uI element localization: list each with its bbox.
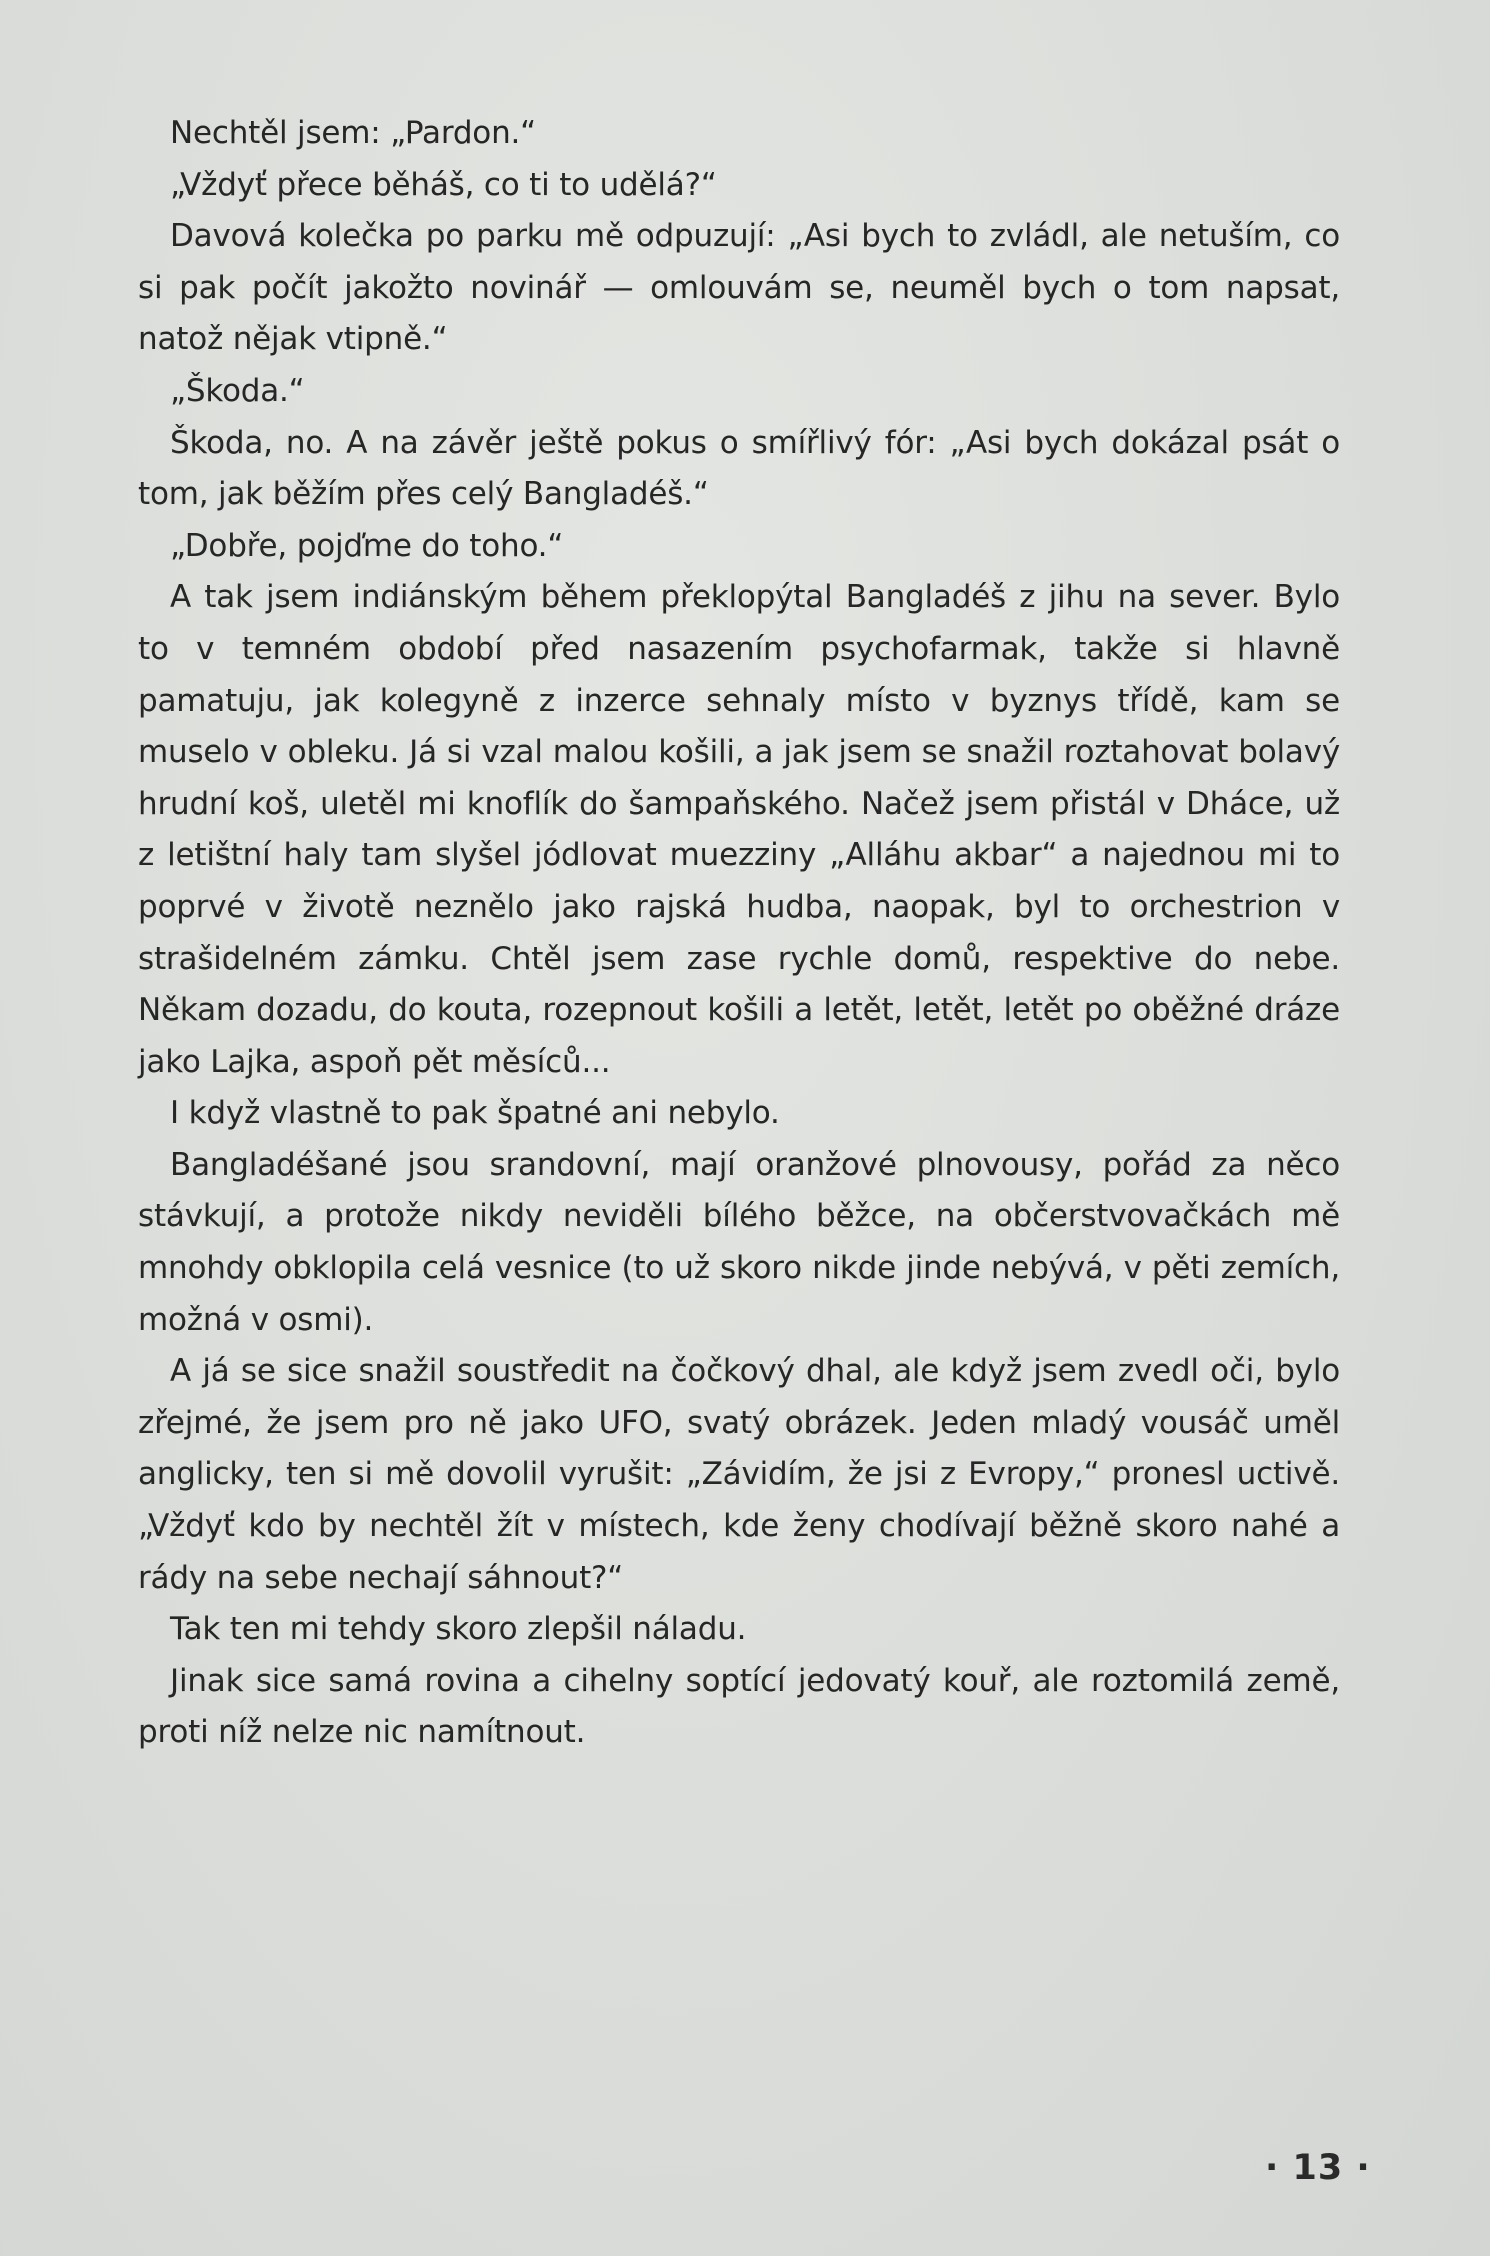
paragraph: „Škoda.“ [170,372,305,409]
paragraph: Nechtěl jsem: „Pardon.“ [170,115,537,151]
paragraph: „Dobře, pojďme do toho.“ [170,527,564,564]
body-text [138,108,1340,1759]
paragraph: I když vlastně to pak špatné ani nebylo. [170,1095,780,1132]
paragraph: Davová kolečka po parku mě odpuzují: „Asi bych to zvládl, ale netuším, co si pak počít jakožto novinář — omlouvám se, neuměl bych o tom napsat, natož nějak vtipně.“ [138,218,1340,358]
page-number: · 13 · [1265,2148,1371,2188]
paragraph: A já se sice snažil soustředit na čočkový dhal, ale když jsem zvedl oči, bylo zřejmé, že jsem pro ně jako UFO, svatý obrázek. Jeden mladý vousáč uměl anglicky, ten si mě dovolil vyrušit: „Závidím, že jsi z Evropy,“ pronesl uctivě. „Vždyť kdo by nechtěl žít v místech, kde ženy chodívají běžně skoro nahé a rády na sebe nechají sáhnout?“ [138,1353,1340,1596]
paragraph: Bangladéšané jsou srandovní, mají oranžové plnovousy, pořád za něco stávkují, a protože nikdy neviděli bílého běžce, na občerstvovačkách mě mnohdy obklopila celá vesnice (to už skoro nikde jinde nebývá, v pěti zemích, možná v osmi). [138,1146,1340,1338]
paragraph: Jinak sice samá rovina a cihelny soptící jedovatý kouř, ale roztomilá země, proti níž nelze nic namítnout. [138,1662,1340,1751]
paragraph: „Vždyť přece běháš, co ti to udělá?“ [170,166,717,203]
paragraph: Tak ten mi tehdy skoro zlepšil náladu. [170,1611,747,1648]
paragraph: A tak jsem indiánským během překlopýtal Bangladéš z jihu na sever. Bylo to v temném období před nasazením psychofarmak, takže si hlavně pamatuju, jak kolegyně z inzerce sehnaly místo v byznys třídě, kam se muselo v obleku. Já si vzal malou košili, a jak jsem se snažil roztahovat bolavý hrudní koš, uletěl mi knoflík do šampaňského. Načež jsem přistál v Dháce, už z letištní haly tam slyšel jódlovat muezziny „Alláhu akbar“ a najednou mi to poprvé v životě neznělo jako rajská hudba, naopak, byl to orchestrion v strašidelném zámku. Chtěl jsem zase rychle domů, respektive do nebe. Někam dozadu, do kouta, rozepnout košili a letět, letět, letět po oběžné dráze jako Lajka, aspoň pět měsíců... [138,579,1340,1080]
paragraph: Škoda, no. A na závěr ještě pokus o smířlivý fór: „Asi bych dokázal psát o tom, jak běžím přes celý Bangladéš.“ [138,424,1340,513]
